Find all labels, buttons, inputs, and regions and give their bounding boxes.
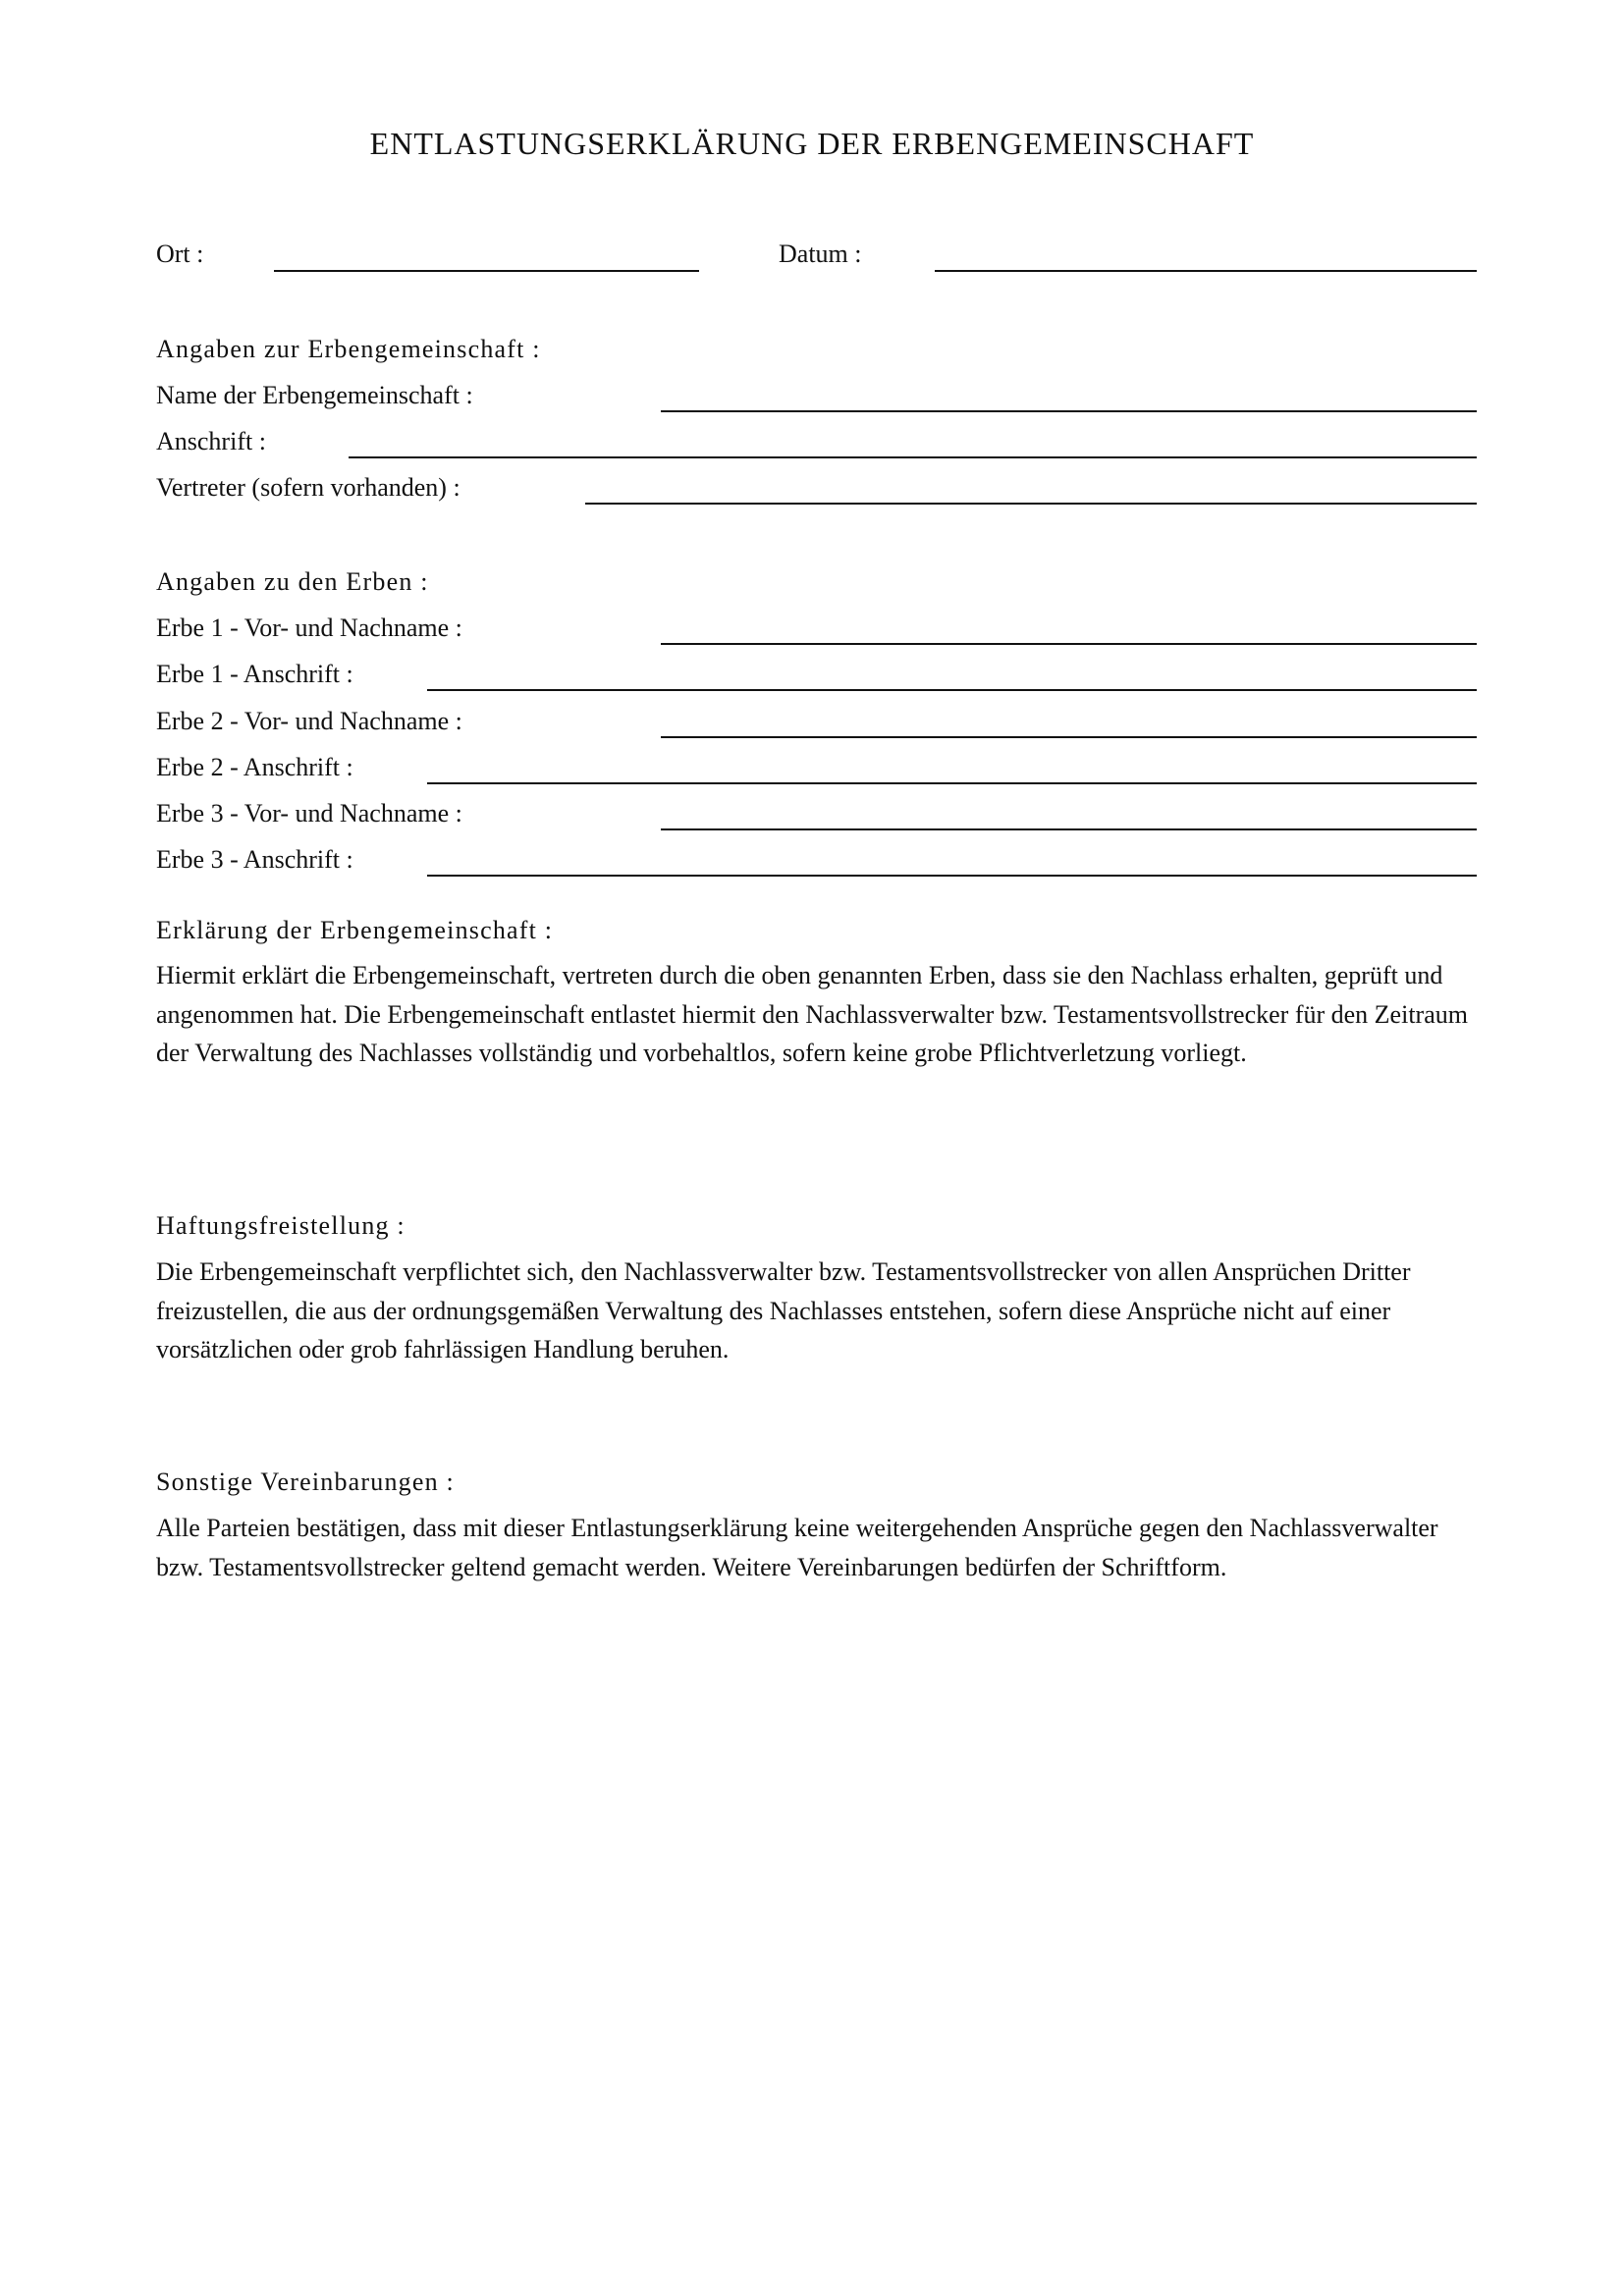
section-heading-erbengemeinschaft: Angaben zur Erbengemeinschaft : (156, 335, 541, 363)
vertreter-field[interactable] (585, 503, 1477, 505)
name-erbengemeinschaft-label: Name der Erbengemeinschaft : (156, 381, 473, 409)
erbe-1-name-field[interactable] (661, 643, 1477, 645)
section-heading-haftung: Haftungsfreistellung : (156, 1211, 406, 1240)
erbe-1-name-label: Erbe 1 - Vor- und Nachname : (156, 614, 462, 642)
erbe-1-anschrift-field[interactable] (427, 689, 1477, 691)
erbe-2-name-field[interactable] (661, 736, 1477, 738)
erbe-3-anschrift-field[interactable] (427, 875, 1477, 877)
erklaerung-paragraph: Hiermit erklärt die Erbengemeinschaft, vertreten durch die oben genannten Erben, dass sie den Nachlass erhalten, geprüft und angenommen hat. Die Erbengemeinschaft entlastet hiermit den Nachlassverwalter bzw. Testamentsvollstrecker für den Zeitraum der Verwaltung des Nachlasses vollständig und vorbehaltlos, sofern keine grobe Pflichtverletzung vorliegt. (156, 961, 1468, 1067)
name-erbengemeinschaft-field[interactable] (661, 410, 1477, 412)
datum-field[interactable] (935, 270, 1477, 272)
section-heading-erben: Angaben zu den Erben : (156, 567, 429, 596)
ort-label: Ort : (156, 240, 204, 268)
haftung-paragraph: Die Erbengemeinschaft verpflichtet sich, den Nachlassverwalter bzw. Testamentsvollstrecker von allen Ansprüchen Dritter freizustellen, die aus der ordnungsgemäßen Verwaltung des Nachlasses entstehen, sofern diese Ansprüche nicht auf einer vorsätzlichen oder grob fahrlässigen Handlung beruhen. (156, 1257, 1411, 1363)
anschrift-erbengemeinschaft-label: Anschrift : (156, 427, 266, 455)
ort-field[interactable] (274, 270, 699, 272)
erbe-3-name-label: Erbe 3 - Vor- und Nachname : (156, 799, 462, 828)
erbe-2-anschrift-field[interactable] (427, 782, 1477, 784)
erbe-2-anschrift-label: Erbe 2 - Anschrift : (156, 753, 353, 781)
vertreter-label: Vertreter (sofern vorhanden) : (156, 473, 460, 502)
erbe-1-anschrift-label: Erbe 1 - Anschrift : (156, 660, 353, 688)
erbe-3-anschrift-label: Erbe 3 - Anschrift : (156, 845, 353, 874)
sonstige-paragraph: Alle Parteien bestätigen, dass mit dieser Entlastungserklärung keine weitergehenden Ansprüche gegen den Nachlassverwalter bzw. Testamentsvollstrecker geltend gemacht werden. Weitere Vereinbarungen bedürfen der Schriftform. (156, 1514, 1438, 1581)
document-title: ENTLASTUNGSERKLÄRUNG DER ERBENGEMEINSCHAFT (369, 126, 1255, 161)
erbe-3-name-field[interactable] (661, 828, 1477, 830)
anschrift-erbengemeinschaft-field[interactable] (349, 456, 1477, 458)
datum-label: Datum : (779, 240, 862, 268)
section-heading-erklaerung: Erklärung der Erbengemeinschaft : (156, 916, 554, 944)
erbe-2-name-label: Erbe 2 - Vor- und Nachname : (156, 707, 462, 735)
section-heading-sonstige: Sonstige Vereinbarungen : (156, 1468, 455, 1496)
